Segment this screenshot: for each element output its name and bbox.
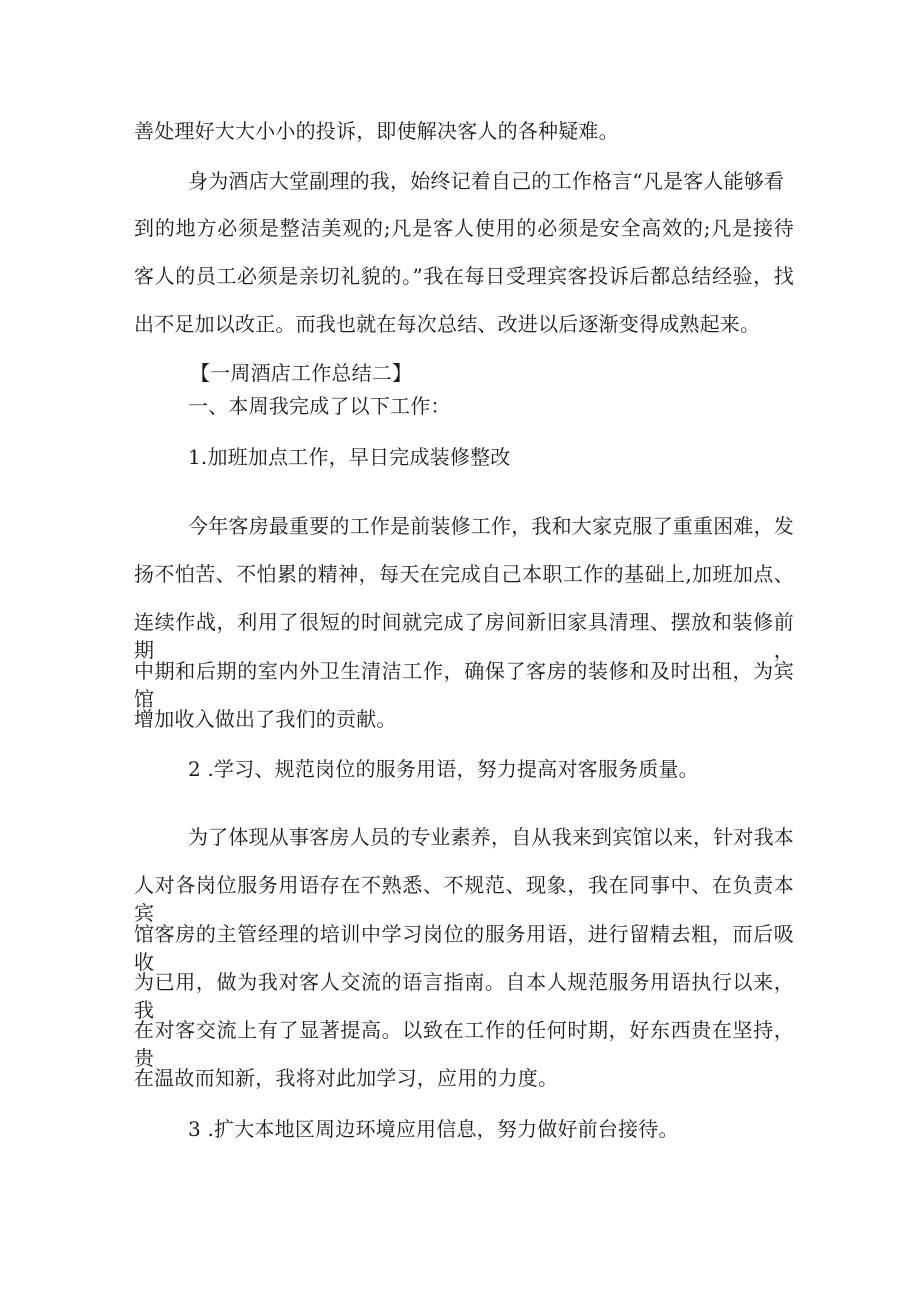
paragraph-line: 连续作战，利用了很短的时间就完成了房间新旧家具清理、摆放和装修前期， — [134, 610, 794, 662]
item-1-title: 1.加班加点工作，早日完成装修整改 — [188, 445, 511, 469]
paragraph-line: 扬不怕苦、不怕累的精神，每天在完成自己本职工作的基础上,加班加点、 — [134, 562, 794, 586]
paragraph-line: 为了体现从事客房人员的专业素养，自从我来到宾馆以来，针对我本 — [188, 825, 794, 849]
paragraph-line: 馆客房的主管经理的培训中学习岗位的服务用语，进行留精去粗，而后吸收 — [134, 922, 794, 974]
paragraph-line: 在对客交流上有了显著提高。以致在工作的任何时期，好东西贵在坚持，贵 — [134, 1018, 794, 1070]
paragraph-line: 出不足加以改正。而我也就在每次总结、改进以后逐渐变得成熟起来。 — [134, 312, 761, 336]
paragraph-line: 在温故而知新，我将对此加学习，应用的力度。 — [134, 1066, 559, 1090]
item-3-title: 3 .扩大本地区周边环境应用信息，努力做好前台接待。 — [188, 1117, 679, 1141]
paragraph-line: 增加收入做出了我们的贡献。 — [134, 707, 397, 731]
item-2-title: 2 .学习、规范岗位的服务用语，努力提高对客服务质量。 — [188, 757, 699, 781]
paragraph-line: 人对各岗位服务用语存在不熟悉、不规范、现象，我在同事中、在负责本宾 — [134, 873, 794, 925]
section-title: 【一周酒店工作总结二】 — [190, 361, 413, 385]
paragraph-continuation-line: 善处理好大大小小的投诉，即使解决客人的各种疑难。 — [134, 119, 619, 143]
paragraph-line: 今年客房最重要的工作是前装修工作，我和大家克服了重重困难，发 — [188, 514, 794, 538]
paragraph-line: 为已用，做为我对客人交流的语言指南。自本人规范服务用语执行以来，我 — [134, 970, 794, 1022]
paragraph-line: 到的地方必须是整洁美观的;凡是客人使用的必须是安全高效的;凡是接待 — [134, 216, 794, 240]
paragraph-line: 客人的员工必须是亲切礼貌的。”我在每日受理宾客投诉后都总结经验，找 — [134, 264, 794, 288]
paragraph-line: 身为酒店大堂副理的我，始终记着自己的工作格言“凡是客人能够看 — [188, 169, 785, 193]
paragraph-line: 中期和后期的室内外卫生清洁工作，确保了客房的装修和及时出租，为宾馆 — [134, 659, 794, 711]
section-intro: 一、本周我完成了以下工作： — [188, 394, 451, 418]
